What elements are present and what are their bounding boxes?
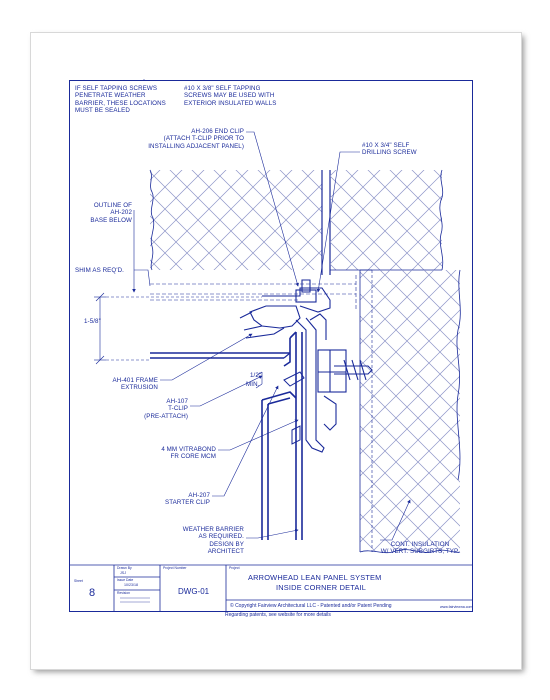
drawing-number: DWG-01	[178, 587, 210, 596]
dimension-label-min: MIN.	[246, 381, 260, 388]
right-insulation	[360, 270, 460, 553]
frame-extrusion-panel	[150, 353, 290, 358]
note-mcm: 4 MM VITRABOND FR CORE MCM	[161, 446, 216, 461]
note-t-clip: AH-107 T-CLIP (PRE-ATTACH)	[144, 398, 188, 420]
note-end-clip: AH-206 END CLIP (ATTACH T-CLIP PRIOR TO INSTALLING ADJACENT PANEL)	[148, 128, 244, 150]
note-weather-barrier: WEATHER BARRIER AS REQUIRED. DESIGN BY ARCHITECT	[182, 526, 244, 556]
project-number-label: Project Number	[163, 566, 187, 570]
note-shim: SHIM AS REQ'D.	[75, 267, 124, 274]
note-frame-extrusion: AH-401 FRAME EXTRUSION	[112, 377, 158, 392]
project-label: Project	[229, 566, 240, 570]
sheet-label: Sheet	[74, 579, 83, 583]
title-line-1: ARROWHEAD LEAN PANEL SYSTEM	[248, 573, 382, 582]
issue-date-label: Issue Date	[117, 578, 134, 582]
drawn-by-value: JSJ	[120, 571, 126, 575]
issue-date-value: 10/23/18	[124, 583, 138, 587]
sheet-number: 8	[89, 587, 96, 599]
note-starter-clip: AH-207 STARTER CLIP	[165, 492, 210, 507]
upper-insulation	[150, 170, 443, 275]
clip-extrusion-profile	[240, 280, 372, 452]
website-text: www.fairviewna.com	[440, 605, 473, 609]
starter-clip	[284, 372, 304, 444]
revision-label: Revision	[117, 591, 131, 595]
note-self-tapping-screws: #10 X 3/8" SELF TAPPING SCREWS MAY BE USED WITH EXTERIOR INSULATED WALLS	[184, 85, 277, 107]
title-line-2: INSIDE CORNER DETAIL	[276, 583, 367, 592]
dimension-label-1-5-8: 1-5/8"	[84, 318, 101, 325]
note-outline-base: OUTLINE OF AH-202 BASE BELOW	[90, 202, 132, 224]
patent-footer: Regarding patents, see website for more details	[225, 612, 331, 618]
drawn-by-label: Drawn By	[117, 566, 132, 570]
copyright-text: © Copyright Fairview Architectural LLC - Patented and/or Patent Pending	[230, 603, 392, 609]
note-insulation: CONT. INSULATION W/ VERT. SUBGIRTS, TYP.	[380, 541, 460, 556]
mcm-vertical-panel	[262, 332, 302, 540]
dimension-label-half: 1/2"	[250, 372, 262, 379]
note-drilling-screw: #10 X 3/4" SELF DRILLING SCREW	[362, 142, 417, 157]
note-self-tapping-sealed: IF SELF TAPPING SCREWS PENETRATE WEATHER BARRIER, THESE LOCATIONS MUST BE SEALED	[75, 85, 166, 115]
